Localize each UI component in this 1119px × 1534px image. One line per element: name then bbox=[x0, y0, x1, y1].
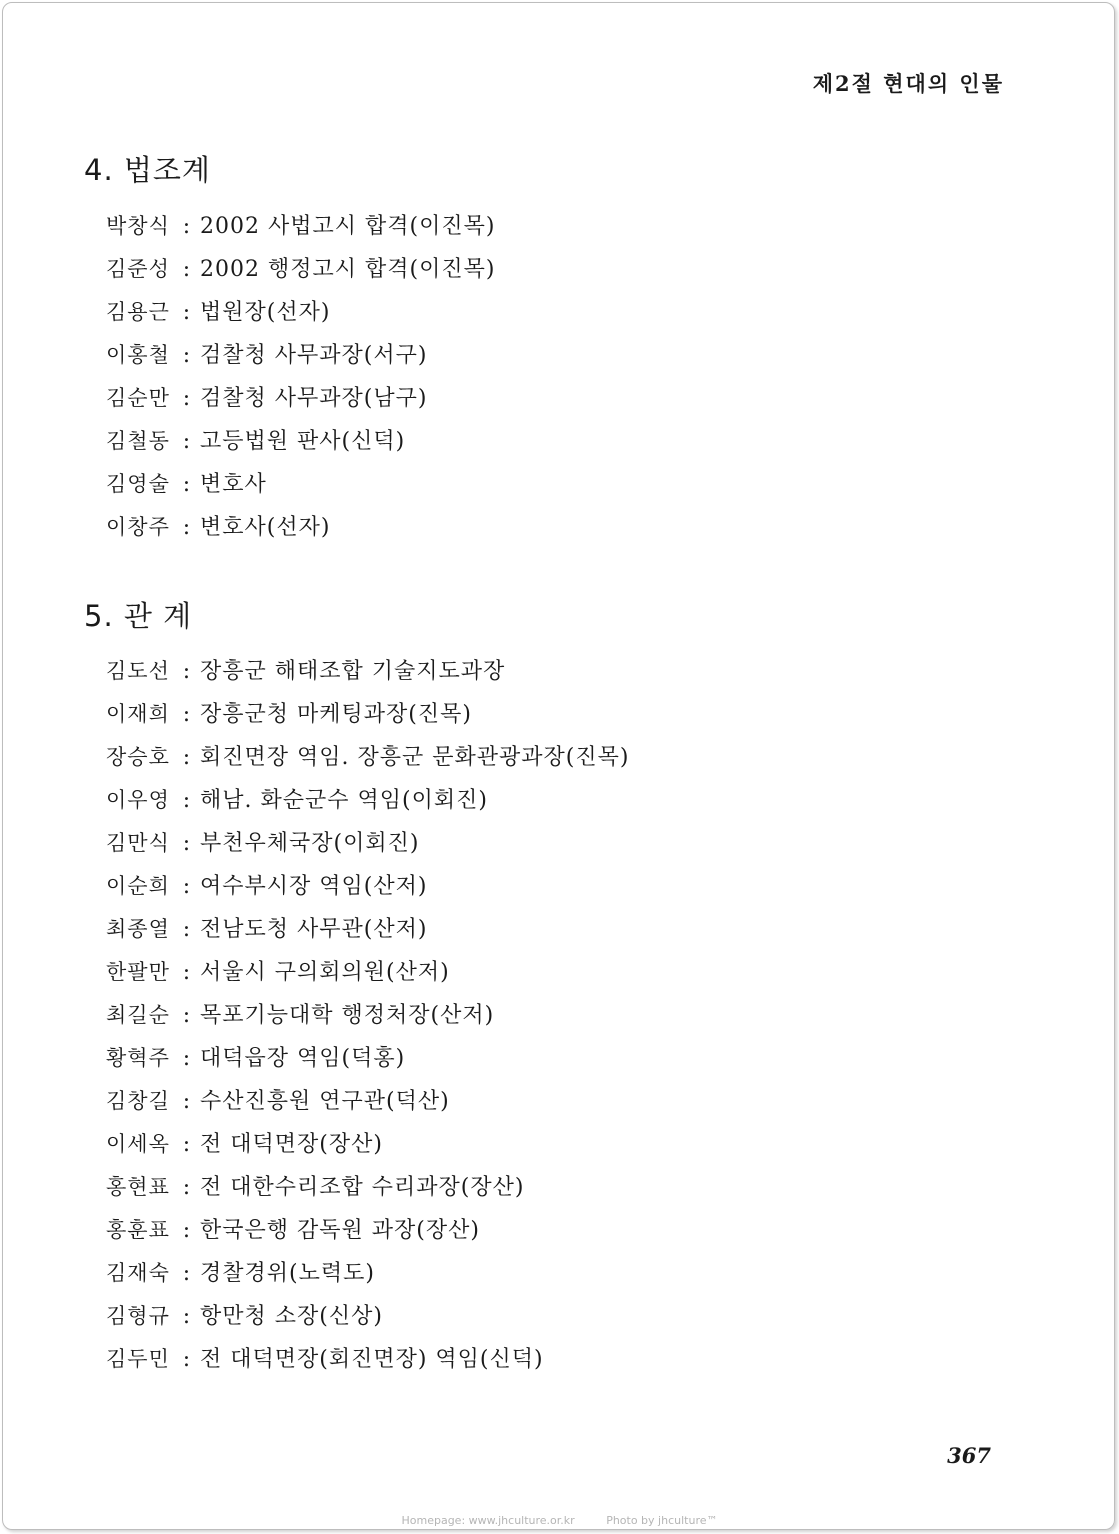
section-heading-government: 5. 관 계 bbox=[84, 599, 193, 633]
entry-list-legal bbox=[106, 205, 495, 549]
person-name: 이창주 bbox=[106, 515, 170, 539]
separator: : bbox=[182, 917, 192, 942]
separator: : bbox=[182, 1089, 192, 1114]
person-name: 이세옥 bbox=[106, 1132, 170, 1156]
separator: : bbox=[182, 214, 192, 239]
list-item bbox=[106, 248, 495, 291]
person-name: 이재희 bbox=[106, 702, 170, 726]
person-description: 수산진흥원 연구관(덕산) bbox=[200, 1089, 450, 1114]
person-name: 최종열 bbox=[106, 917, 170, 941]
person-description: 한국은행 감독원 과장(장산) bbox=[200, 1218, 480, 1243]
separator: : bbox=[182, 472, 192, 497]
person-name: 김도선 bbox=[106, 659, 170, 683]
person-description: 변호사 bbox=[200, 472, 267, 497]
person-name: 김형규 bbox=[106, 1304, 170, 1328]
footer-homepage: Homepage: www.jhculture.or.kr bbox=[401, 1514, 575, 1527]
list-item bbox=[106, 291, 495, 334]
list-item bbox=[106, 463, 495, 506]
list-item bbox=[106, 1252, 629, 1295]
list-item bbox=[106, 1123, 629, 1166]
separator: : bbox=[182, 1347, 192, 1372]
person-name: 김만식 bbox=[106, 831, 170, 855]
list-item bbox=[106, 205, 495, 248]
person-description: 목포기능대학 행정처장(산저) bbox=[200, 1003, 495, 1028]
person-name: 김영술 bbox=[106, 472, 170, 496]
person-name: 최길순 bbox=[106, 1003, 170, 1027]
person-name: 김두민 bbox=[106, 1347, 170, 1371]
person-description: 전 대덕면장(회진면장) 역임(신덕) bbox=[200, 1347, 544, 1372]
separator: : bbox=[182, 257, 192, 282]
list-item bbox=[106, 1166, 629, 1209]
person-description: 전 대덕면장(장산) bbox=[200, 1132, 383, 1157]
person-name: 김순만 bbox=[106, 386, 170, 410]
separator: : bbox=[182, 386, 192, 411]
footer-photo-credit: Photo by jhculture™ bbox=[606, 1514, 718, 1527]
person-name: 김준성 bbox=[106, 257, 170, 281]
person-description: 2002 사법고시 합격(이진목) bbox=[200, 214, 496, 239]
separator: : bbox=[182, 659, 192, 684]
list-item bbox=[106, 994, 629, 1037]
list-item bbox=[106, 693, 629, 736]
list-item bbox=[106, 420, 495, 463]
footer bbox=[0, 1514, 1119, 1527]
separator: : bbox=[182, 831, 192, 856]
separator: : bbox=[182, 429, 192, 454]
list-item bbox=[106, 506, 495, 549]
person-name: 박창식 bbox=[106, 214, 170, 238]
separator: : bbox=[182, 960, 192, 985]
section-heading-legal: 4. 법조계 bbox=[84, 153, 211, 187]
person-name: 김철동 bbox=[106, 429, 170, 453]
list-item bbox=[106, 908, 629, 951]
person-name: 김창길 bbox=[106, 1089, 170, 1113]
list-item bbox=[106, 1209, 629, 1252]
list-item bbox=[106, 1295, 629, 1338]
list-item bbox=[106, 1037, 629, 1080]
person-description: 서울시 구의회의원(산저) bbox=[200, 960, 450, 985]
list-item bbox=[106, 865, 629, 908]
list-item bbox=[106, 822, 629, 865]
separator: : bbox=[182, 515, 192, 540]
list-item bbox=[106, 951, 629, 994]
list-item bbox=[106, 1338, 629, 1381]
entry-list-government bbox=[106, 650, 629, 1381]
person-description: 변호사(선자) bbox=[200, 515, 331, 540]
person-name: 이순희 bbox=[106, 874, 170, 898]
page-number: 367 bbox=[947, 1443, 991, 1468]
person-description: 해남. 화순군수 역임(이회진) bbox=[200, 788, 488, 813]
person-description: 전남도청 사무관(산저) bbox=[200, 917, 428, 942]
person-name: 김용근 bbox=[106, 300, 170, 324]
person-description: 항만청 소장(신상) bbox=[200, 1304, 383, 1329]
separator: : bbox=[182, 343, 192, 368]
person-name: 김재숙 bbox=[106, 1261, 170, 1285]
separator: : bbox=[182, 874, 192, 899]
person-description: 장흥군청 마케팅과장(진목) bbox=[200, 702, 472, 727]
separator: : bbox=[182, 1175, 192, 1200]
separator: : bbox=[182, 788, 192, 813]
person-name: 홍현표 bbox=[106, 1175, 170, 1199]
person-description: 전 대한수리조합 수리과장(장산) bbox=[200, 1175, 525, 1200]
person-description: 검찰청 사무과장(남구) bbox=[200, 386, 428, 411]
list-item bbox=[106, 779, 629, 822]
person-name: 이우영 bbox=[106, 788, 170, 812]
person-description: 장흥군 해태조합 기술지도과장 bbox=[200, 659, 506, 684]
list-item bbox=[106, 1080, 629, 1123]
separator: : bbox=[182, 1046, 192, 1071]
person-name: 이홍철 bbox=[106, 343, 170, 367]
separator: : bbox=[182, 1304, 192, 1329]
person-description: 부천우체국장(이회진) bbox=[200, 831, 420, 856]
list-item bbox=[106, 377, 495, 420]
list-item bbox=[106, 650, 629, 693]
separator: : bbox=[182, 300, 192, 325]
separator: : bbox=[182, 1003, 192, 1028]
running-head: 제2절 현대의 인물 bbox=[812, 71, 1004, 96]
person-description: 고등법원 판사(신덕) bbox=[200, 429, 406, 454]
person-description: 대덕읍장 역임(덕홍) bbox=[200, 1046, 406, 1071]
person-name: 장승호 bbox=[106, 745, 170, 769]
list-item bbox=[106, 736, 629, 779]
person-description: 법원장(선자) bbox=[200, 300, 331, 325]
separator: : bbox=[182, 1261, 192, 1286]
person-name: 한팔만 bbox=[106, 960, 170, 984]
person-description: 경찰경위(노력도) bbox=[200, 1261, 375, 1286]
list-item bbox=[106, 334, 495, 377]
separator: : bbox=[182, 1218, 192, 1243]
separator: : bbox=[182, 702, 192, 727]
person-description: 회진면장 역임. 장흥군 문화관광과장(진목) bbox=[200, 745, 630, 770]
person-name: 황혁주 bbox=[106, 1046, 170, 1070]
separator: : bbox=[182, 745, 192, 770]
person-description: 여수부시장 역임(산저) bbox=[200, 874, 428, 899]
person-description: 검찰청 사무과장(서구) bbox=[200, 343, 428, 368]
person-description: 2002 행정고시 합격(이진목) bbox=[200, 257, 496, 282]
separator: : bbox=[182, 1132, 192, 1157]
person-name: 홍훈표 bbox=[106, 1218, 170, 1242]
